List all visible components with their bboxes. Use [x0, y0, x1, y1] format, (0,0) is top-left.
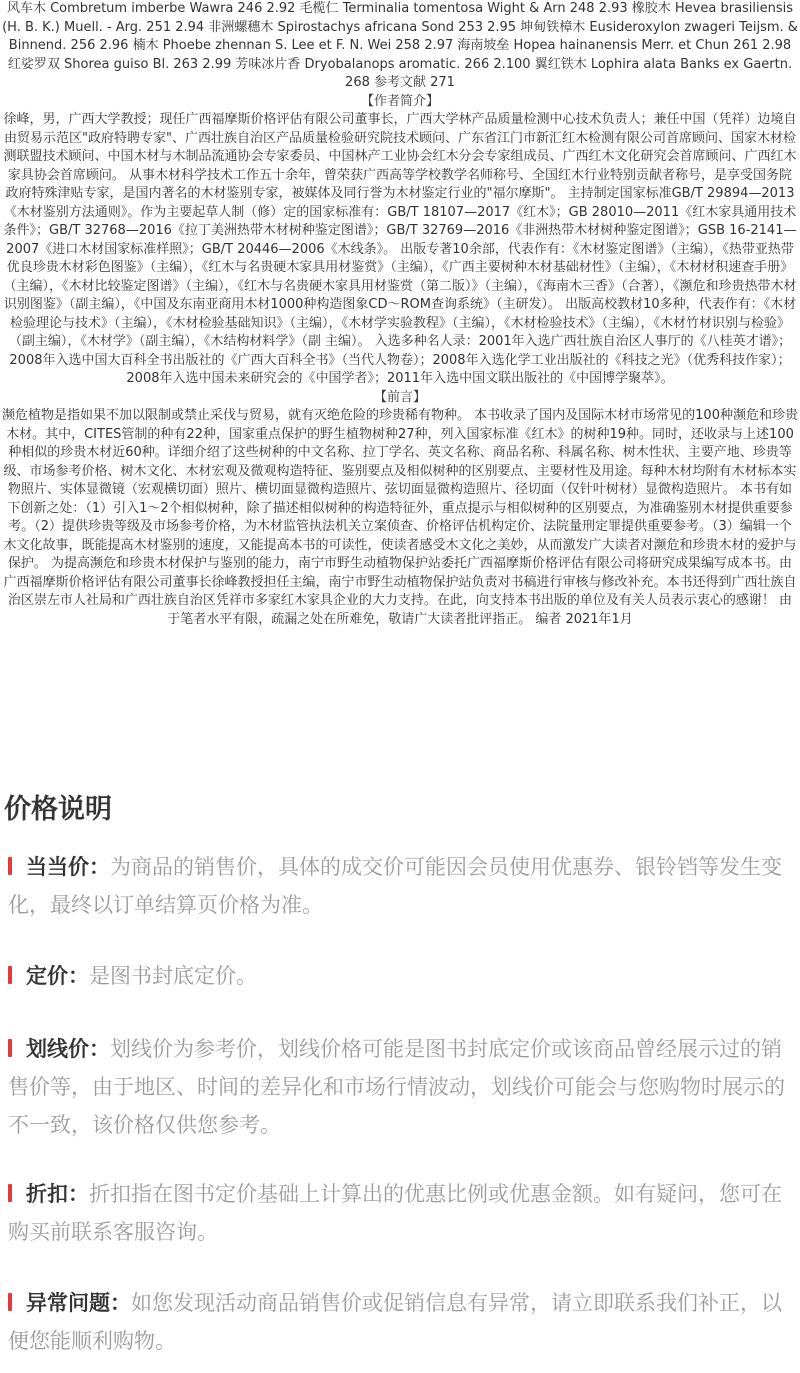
red-bar-icon	[8, 966, 12, 984]
price-explanation	[0, 790, 800, 1353]
product-description	[0, 0, 800, 629]
red-bar-icon	[8, 1039, 12, 1057]
price-item-label: 当当价：	[26, 855, 110, 879]
price-item-label: 折扣：	[26, 1182, 89, 1206]
author-heading: 【作者简介】	[360, 93, 439, 109]
foreword-heading: 【前言】	[373, 389, 426, 405]
price-item-text: 为商品的销售价，具体的成交价可能因会员使用优惠券、银铃铛等发生变化，最终以订单结算页价格为准。	[8, 855, 782, 917]
price-item-text: 折扣指在图书定价基础上计算出的优惠比例或优惠金额。如有疑问，您可在购买前联系客服咨询。	[8, 1182, 782, 1244]
price-item-text: 是图书封底定价。	[89, 964, 257, 988]
price-item-discount	[8, 1175, 792, 1251]
catalog-text: 风车木 Combretum imberbe Wawra 246 2.92 毛榄仁 Terminalia tomentosa Wight & Arn 248 2.93 橡胶木 Hevea brasiliensis (H. B. K.) Muell. - Arg. 251 2.94 非洲螺穗木 Spirostachys africana Sond 253 2.95 坤甸铁樟木 Eusideroxylon zwageri Teijsm. & Binnend. 256 2.96 楠木 Phoebe zhennan S. Lee et F. N. Wei 258 2.97 海南坡垒 Hopea hainanensis Merr. et Chun 261 2.98 红娑罗双 Shorea guiso Bl. 263 2.99 芳味冰片香 Dryobalanops aromatic. 266 2.100 翼红铁木 Lophira alata Banks ex Gaertn. 268 参考文献 271	[2, 1, 798, 90]
price-item-dangdang	[8, 848, 792, 924]
red-bar-icon	[8, 1293, 12, 1311]
author-text: 徐峰，男，广西大学教授；现任广西福摩斯价格评估有限公司董事长，广西大学林产品质量检测中心技术负责人；兼任中国（凭祥）边境自由贸易示范区"政府特聘专家"、广西壮族自治区产品质量检验研究院技术顾问、广东省江门市新汇红木检测有限公司首席顾问、国家木材检测联盟技术顾问、中国木材与木制品流通协会专家委员、中国林产工业协会红木分会专家组成员、广西红木文化研究会首席顾问、广西红木家具协会首席顾问。 从事木材科学技术工作五十余年，曾荣获广西高等学校教学名师称号、全国红木行业特别贡献者称号，是享受国务院政府特殊津贴专家，是国内著名的木材鉴别专家，被媒体及同行誉为木材鉴定行业的"福尔摩斯"。 主持制定国家标准GB/T 29894—2013《木材鉴别方法通则》。作为主要起草人制（修）定的国家标准有：GB/T 18107—2017《红木》；GB 28010—2011《红木家具通用技术条件》；GB/T 32768—2016《拉丁美洲热带木材树种鉴定图谱》；GB/T 32769—2016《非洲热带木材树种鉴定图谱》；GSB 16-2141—2007《进口木材国家标准样照》；GB/T 20446—2006《木线条》。 出版专著10余部，代表作有：《木材鉴定图谱》（主编），《热带亚热带优良珍贵木材彩色图鉴》（主编），《红木与名贵硬木家具用材鉴赏》（主编），《广西主要树种木材基础材性》（主编），《木材材积速查手册》（主编），《木材比较鉴定图谱》（主编），《红木与名贵硬木家具用材鉴赏（第二版）》（主编），《海南木三香》（合著），《濒危和珍贵热带木材识别图鉴》（副主编），《中国及东南亚商用木材1000种构造图象CD～ROM查询系统》（主研发）。 出版高校教材10多种，代表作有：《木材检验理论与技术》（主编），《木材检验基础知识》（主编），《木材学实验教程》（主编），《木材检验技术》（主编），《木材竹材识别与检验》（副主编），《木材学》（副主编），《木结构材料学》（副 主编）。 入选多种名人录：2001年入选广西壮族自治区人事厅的《八桂英才谱》；2008年入选中国大百科全书出版社的《广西大百科全书》（当代人物卷）；2008年入选化学工业出版社的《科技之光》（优秀科技作家）；2008年入选中国未来研究会的《中国学者》；2011年入选中国文联出版社的《中国博学聚萃》。	[3, 112, 797, 386]
price-item-text: 如您发现活动商品销售价或促销信息有异常，请立即联系我们补正，以便您能顺利购物。	[8, 1291, 782, 1353]
price-item-strikethrough	[8, 1030, 792, 1144]
price-item-list-price	[8, 957, 792, 995]
price-item-label: 划线价：	[26, 1037, 110, 1061]
price-item-anomaly	[8, 1284, 792, 1360]
foreword-text: 濒危植物是指如果不加以限制或禁止采伐与贸易，就有灭绝危险的珍贵稀有物种。 本书收录了国内及国际木材市场常见的100种濒危和珍贵木材。其中，CITES管制的种有22种，国家重点保护的野生植物树种27种，列入国家标准《红木》的树种19种。同时，还收录与上述100种相似的珍贵木材近60种。详细介绍了这些树种的中文名称、拉丁学名、英文名称、商品名称、科属名称、树木性状、主要产地、珍贵等级、市场参考价格、树木文化、木材宏观及微观构造特征、鉴别要点及相似树种的区别要点、主要材性及用途。每种木材均附有木材标本实物照片、实体显微镜（宏观横切面）照片、横切面显微构造照片、弦切面显微构造照片、径切面（仅针叶树材）显微构造照片。 本书有如下创新之处：（1）引入1～2个相似树种，除了描述相似树种的构造特征外，重点提示与相似树种的区别要点，为准确鉴别木材提供重要参考。（2）提供珍贵等级及市场参考价格，为木材监管执法机关立案侦查、价格评估机构定价、法院量刑定罪提供重要参考。（3）编辑一个木文化故事，既能提高木材鉴别的速度，又能提高本书的可读性，使读者感受木文化之美妙，从而激发广大读者对濒危和珍贵木材的爱护与保护。 为提高濒危和珍贵木材保护与鉴别的能力，南宁市野生动植物保护站委托广西福摩斯价格评估有限公司将研究成果编写成本书。由广西福摩斯价格评估有限公司董事长徐峰教授担任主编，南宁市野生动植物保护站负责对书稿进行审核与修改补充。本书还得到广西壮族自治区崇左市人社局和广西壮族自治区凭祥市多家红木家具企业的大力支持。在此，向支持本书出版的单位及有关人员表示衷心的感谢！ 由于笔者水平有限，疏漏之处在所难免，敬请广大读者批评指正。 编者 2021年1月	[2, 408, 798, 627]
price-title: 价格说明	[4, 794, 112, 825]
red-bar-icon	[8, 857, 12, 875]
price-item-text: 划线价为参考价，划线价格可能是图书封底定价或该商品曾经展示过的销售价等，由于地区、时间的差异化和市场行情波动，划线价可能会与您购物时展示的不一致，该价格仅供您参考。	[8, 1037, 785, 1137]
price-item-label: 定价：	[26, 964, 89, 988]
price-item-label: 异常问题：	[26, 1291, 131, 1315]
red-bar-icon	[8, 1184, 12, 1202]
